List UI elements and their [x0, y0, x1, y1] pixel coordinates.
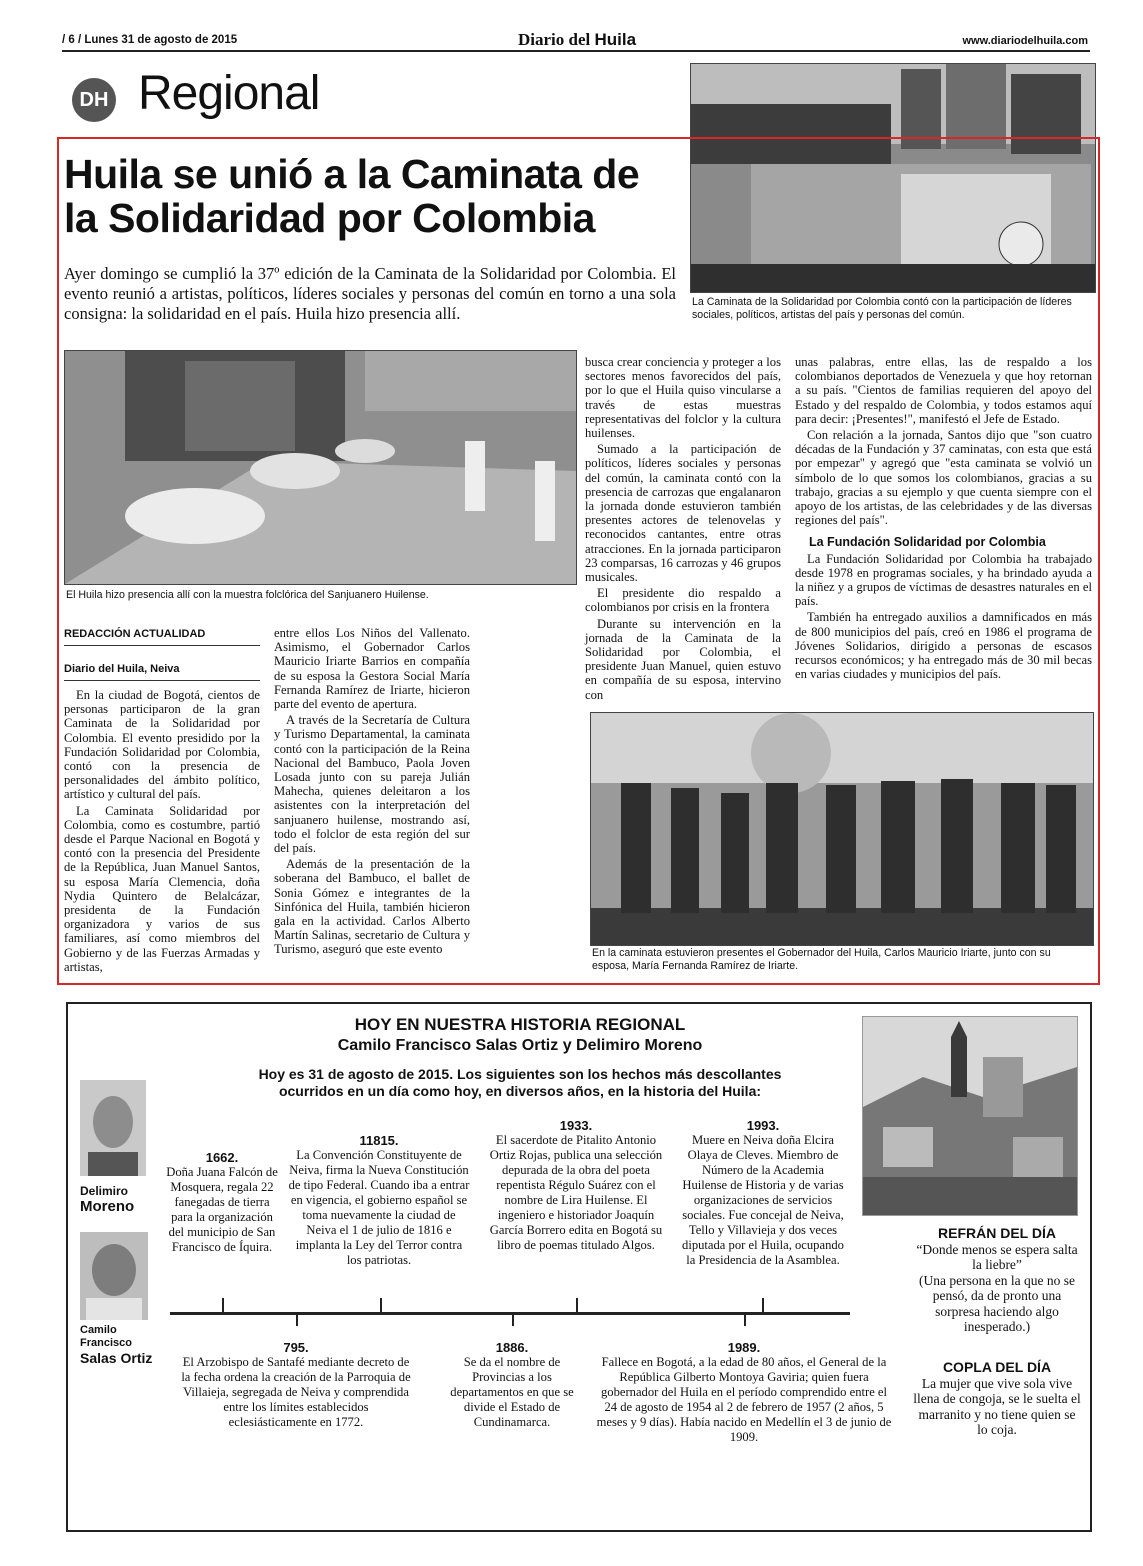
header-rule	[62, 50, 1090, 52]
column-subhead: La Fundación Solidaridad por Colombia	[809, 535, 1046, 550]
timeline-tick	[744, 1312, 746, 1326]
timeline-tick	[222, 1298, 224, 1312]
event-text: Fallece en Bogotá, a la edad de 80 años, el General de la República Gilberto Montoya Gaviria; quien fuera gobernador del Huila en el período comprendido entre el 24 de agosto de 1954 al 2 de febrero de 1957 (2 años, 5 meses y 9 días). Había nacido en Medellín el 3 de junio de 1909.	[596, 1355, 892, 1444]
event-year: 795.	[283, 1340, 309, 1355]
history-title: HOY EN NUESTRA HISTORIA REGIONAL	[354, 1015, 686, 1034]
dateline-rule	[64, 680, 260, 681]
refran-quote: “Donde menos se espera salta la liebre”	[916, 1241, 1078, 1272]
event-text: La Convención Constituyente de Neiva, firma la Nueva Constitución de tipo Federal. Cuando iba a entrar en vigencia, el gobierno español se toma nuevamente la ciudad de Neiva el 1 de julio de 1816 e implanta la Ley del Terror contra los patriotas.	[288, 1148, 470, 1267]
event-text: El sacerdote de Pitalito Antonio Ortiz Rojas, publica una selección depurada de la obra del poeta repentista Régulo Suárez con el nombre de Lira Huilense. El ingeniero e historiador Joaquín García Borrero edita en Bogotá su libro de poemas titulado Algos.	[489, 1133, 663, 1252]
history-event-1933	[488, 1118, 664, 1253]
article-column-3	[585, 355, 781, 704]
town-photo	[862, 1016, 1078, 1216]
copla-box	[912, 1360, 1082, 1438]
history-event-11815	[288, 1133, 470, 1268]
headline	[64, 152, 704, 240]
timeline-tick	[762, 1298, 764, 1312]
headline-line-2: la Solidaridad por Colombia	[64, 195, 595, 241]
camilo-salas-portrait	[80, 1232, 148, 1320]
headline-line-1: Huila se unió a la Caminata de	[64, 151, 640, 197]
lead-paragraph: Ayer domingo se cumplió la 37º edición de la Caminata de la Solidaridad por Colombia. El evento reunió a artistas, políticos, líderes sociales y personas del común en torno a una sola consigna: la solidaridad en el país. Huila hizo presencia allí.	[64, 264, 676, 323]
masthead	[518, 30, 636, 50]
history-event-1989	[596, 1340, 892, 1445]
top-photo-caption: La Caminata de la Solidaridad por Colombia contó con la participación de líderes sociales, políticos, artistas del país y personas del común.	[692, 296, 1072, 321]
copla-text: La mujer que vive sola vive llena de congoja, se le suelta el marranito y no tiene quien se lo coja.	[913, 1375, 1081, 1437]
refran-box	[912, 1226, 1082, 1335]
paragraph: A través de la Secretaría de Cultura y Turismo Departamental, la caminata contó con la participación de la Reina Nacional del Bambuco, Paola Joven Losada junto con su pareja Julián Mahecha, quienes deleitaron a los asistentes con la interpretación del sanjuanero huilense, mostrando así, todo el folclor de esta región del sur del país.	[274, 713, 470, 856]
bottom-photo-caption: En la caminata estuvieron presentes el Gobernador del Huila, Carlos Mauricio Iriarte, junto con su esposa, María Fernanda Ramírez de Iriarte.	[592, 947, 1051, 972]
portrait-1-first-name: Delimiro	[80, 1184, 129, 1198]
refran-explanation: (Una persona en la que no se pensó, da de pronto una sorpresa haciendo algo inesperado.)	[919, 1272, 1075, 1334]
dateline: Diario del Huila, Neiva	[64, 663, 180, 675]
article-column-4	[795, 355, 1092, 683]
paragraph: El presidente dio respaldo a colombianos por crisis en la frontera	[585, 586, 781, 615]
paragraph: unas palabras, entre ellas, las de respaldo a los colombianos deportados de Venezuela y que hoy retornan a su país. "Cientos de familias requieren del apoyo del Estado y del respaldo de Colombia, y todos estamos aquí para decir: ¡Presentes!", manifestó el Jefe de Estado.	[795, 355, 1092, 426]
history-event-1886	[446, 1340, 578, 1430]
portrait-2-first-name: Camilo Francisco	[80, 1324, 132, 1349]
governor-group-photo	[590, 712, 1094, 946]
paragraph: La Fundación Solidaridad por Colombia ha trabajado desde 1978 en programas sociales, y ha brindado ayuda a la niñez y a grupos de víctimas de desastres naturales en el país.	[795, 551, 1092, 609]
timeline-tick	[296, 1312, 298, 1326]
paragraph: Durante su intervención en la jornada de la Caminata de la Solidaridad por Colombia, el presidente Juan Manuel, quien estuvo en compañía de su esposa, intervino con	[585, 616, 781, 702]
copla-title: COPLA DEL DÍA	[942, 1359, 1052, 1375]
history-subtitle: Camilo Francisco Salas Ortiz y Delimiro Moreno	[337, 1037, 703, 1054]
timeline-tick	[380, 1298, 382, 1312]
byline-rule	[64, 645, 260, 646]
article-column-2	[274, 626, 470, 959]
timeline-tick	[576, 1298, 578, 1312]
paragraph: Además de la presentación de la soberana del Bambuco, el ballet de Sonia Gómez e integrantes de la Sinfónica del Huila, también hicieron gala en la actividad. Carlos Alberto Martín Salinas, secretario de Cultura y Turismo, aseguró que este evento	[274, 857, 470, 957]
event-year: 1886.	[495, 1340, 529, 1355]
refran-title: REFRÁN DEL DÍA	[938, 1225, 1056, 1241]
event-text: Se da el nombre de Provincias a los departamentos en que se divide el Estado de Cundinamarca.	[450, 1355, 574, 1429]
event-year: 1662.	[205, 1150, 239, 1165]
paragraph: busca crear conciencia y proteger a los sectores menos favorecidos del país, por lo que el Huila quiso vincularse a través de estas muestras representativas del folclor y la cultura huilenses.	[585, 355, 781, 441]
history-event-795	[178, 1340, 414, 1430]
article-column-1	[64, 688, 260, 976]
paragraph: Con relación a la jornada, Santos dijo que "son cuatro décadas de la Fundación y 37 caminatas, con esta que está por empezar" y agregó que "esta caminata se volvió un símbolo de lo que somos los colombianos, gracias a su trabajo, gracias a su ejemplo y que cuenta siempre con el apoyo de los artistas, de las celebridades y de las diversas regiones del país".	[795, 428, 1092, 528]
sanjuanero-dancers-photo	[64, 350, 577, 585]
event-year: 1989.	[727, 1340, 761, 1355]
event-year: 11815.	[359, 1133, 399, 1148]
event-text: Muere en Neiva doña Elcira Olaya de Cleves. Miembro de Número de la Academia Huilense de Historia y de varias organizaciones de servicios sociales. Fue concejal de Neiva, Tello y Villavieja y dos veces diputada por el Huila, ocupando la Presidencia de la Asamblea.	[682, 1133, 844, 1267]
portrait-2-last-name: Salas Ortiz	[80, 1350, 153, 1366]
portrait-1-last-name: Moreno	[80, 1198, 135, 1215]
paragraph: En la ciudad de Bogotá, cientos de personas participaron de la gran Caminata de la Solidaridad por Colombia. El evento presidido por la Fundación Solidaridad por Colombia, contó con la presencia de personalidades del ámbito político, artístico y cultural del país.	[64, 688, 260, 802]
history-event-1662	[166, 1150, 278, 1255]
masthead-prefix: Diario del	[518, 30, 591, 49]
event-year: 1993.	[746, 1118, 780, 1133]
byline: REDACCIÓN ACTUALIDAD	[64, 628, 206, 640]
website-link[interactable]: www.diariodelhuila.com	[962, 35, 1088, 47]
main-photo-caption: El Huila hizo presencia allí con la muestra folclórica del Sanjuanero Huilense.	[66, 589, 429, 601]
event-year: 1933.	[559, 1118, 593, 1133]
paragraph: La Caminata Solidaridad por Colombia, como es costumbre, partió desde el Parque Nacional en Bogotá y contó con la presencia del Presidente de la República, Juan Manuel Santos, su esposa María Clemencia, doña Nydia Quintero de Belalcázar, presidenta de la Fundación organizadora y varios de sus familiares, así como miembros del Gobierno y de las Fuerzas Armadas y artistas,	[64, 803, 260, 974]
history-event-1993	[680, 1118, 846, 1268]
paragraph: entre ellos Los Niños del Vallenato. Asimismo, el Gobernador Carlos Mauricio Iriarte Barrios en compañía de su esposa la Gestora Social María Fernanda Ramírez de Iriarte, hicieron parte del evento de apertura.	[274, 626, 470, 712]
delimiro-moreno-portrait	[80, 1080, 146, 1176]
history-intro: Hoy es 31 de agosto de 2015. Los siguientes son los hechos más descollantes ocurridos en un día como hoy, en diversos años, en la historia del Huila:	[258, 1066, 782, 1099]
section-logo: DH	[72, 78, 116, 122]
timeline-tick	[512, 1312, 514, 1326]
masthead-bold: Huila	[594, 30, 637, 49]
paragraph: También ha entregado auxilios a damnificados en más de 800 municipios del país, creó en 1986 el programa de Jóvenes Solidarios, dirigido a personas de escasos recursos económicos; y ha entregado más de 30 mil becas en varias ciudades y municipios del país.	[795, 610, 1092, 682]
section-name: Regional	[138, 67, 320, 120]
page-date: / 6 / Lunes 31 de agosto de 2015	[62, 34, 238, 46]
paragraph: Sumado a la participación de políticos, líderes sociales y personas del común, la caminata contó con la presencia de carrozas que engalanaron la jornada donde estuvieron también presentes actores de telenovelas y reconocidos cantantes, entre otras atracciones. En la jornada participaron 23 comparsas, 16 carrozas y 46 grupos musicales.	[585, 442, 781, 585]
event-text: Doña Juana Falcón de Mosquera, regala 22 fanegadas de tierra para la organización del municipio de San Francisco de Íquira.	[166, 1165, 278, 1254]
timeline-line	[170, 1312, 850, 1315]
event-text: El Arzobispo de Santafé mediante decreto de la fecha ordena la creación de la Parroquia de Villaieja, segregada de Neiva y comprendida entre los límites establecidos eclesiásticamente en 1772.	[181, 1355, 411, 1429]
